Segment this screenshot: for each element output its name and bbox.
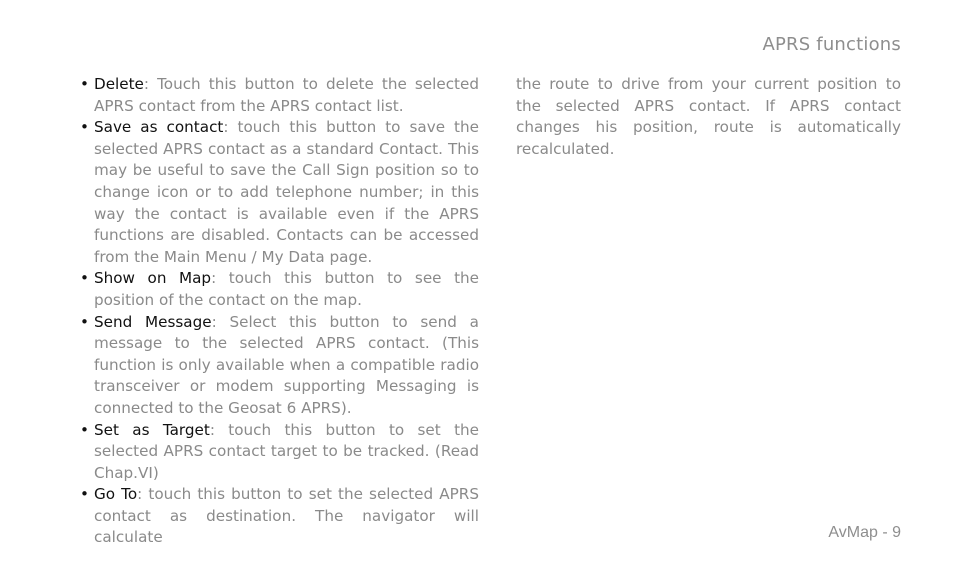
term-save-as-contact: Save as contact xyxy=(94,118,224,137)
list-item-set-as-target xyxy=(80,420,479,485)
bullet-icon: • xyxy=(80,485,89,504)
section-title: APRS functions xyxy=(762,34,901,55)
continuation-paragraph: the route to drive from your current position to the selected APRS contact. If APRS contact changes his position, route is automatically recalculated. xyxy=(516,75,901,158)
bullet-icon: • xyxy=(80,118,89,137)
description-delete: : Touch this button to delete the selected APRS contact from the APRS contact list. xyxy=(94,75,479,115)
bullet-icon: • xyxy=(80,269,89,288)
list-item-delete xyxy=(80,74,479,117)
description-send-message: : Select this button to send a message to the selected APRS contact. (This function is only available when a compatible radio transceiver or modem supporting Messaging is connected to the Geosat 6 APRS). xyxy=(94,312,479,417)
term-show-on-map: Show on Map xyxy=(94,269,212,288)
left-column xyxy=(80,74,479,549)
description-show-on-map: : touch this button to see the position of the contact on the map. xyxy=(94,269,479,309)
description-go-to: : touch this button to set the selected APRS contact as destination. The navigator will calculate xyxy=(94,485,479,547)
function-list xyxy=(80,74,479,549)
term-set-as-target: Set as Target xyxy=(94,420,210,439)
term-go-to: Go To xyxy=(94,485,138,504)
bullet-icon: • xyxy=(80,75,89,93)
term-delete: Delete xyxy=(94,75,144,93)
bullet-icon: • xyxy=(80,312,89,331)
right-column xyxy=(516,74,901,160)
description-save-as-contact: : touch this button to save the selected APRS contact as a standard Contact. This may be useful to save the Call Sign position so to change icon or to add telephone number; in this way the contact is available even if the APRS functions are disabled. Contacts can be accessed from the Main Menu / My Data page. xyxy=(94,118,479,266)
list-item-save-as-contact xyxy=(80,117,479,268)
term-send-message: Send Message xyxy=(94,312,212,331)
page-footer: AvMap - 9 xyxy=(828,524,901,541)
list-item-go-to xyxy=(80,484,479,549)
bullet-icon: • xyxy=(80,420,89,439)
description-set-as-target: : touch this button to set the selected APRS contact target to be tracked. (Read Chap.VI) xyxy=(94,420,479,482)
list-item-show-on-map xyxy=(80,268,479,311)
list-item-send-message xyxy=(80,312,479,420)
